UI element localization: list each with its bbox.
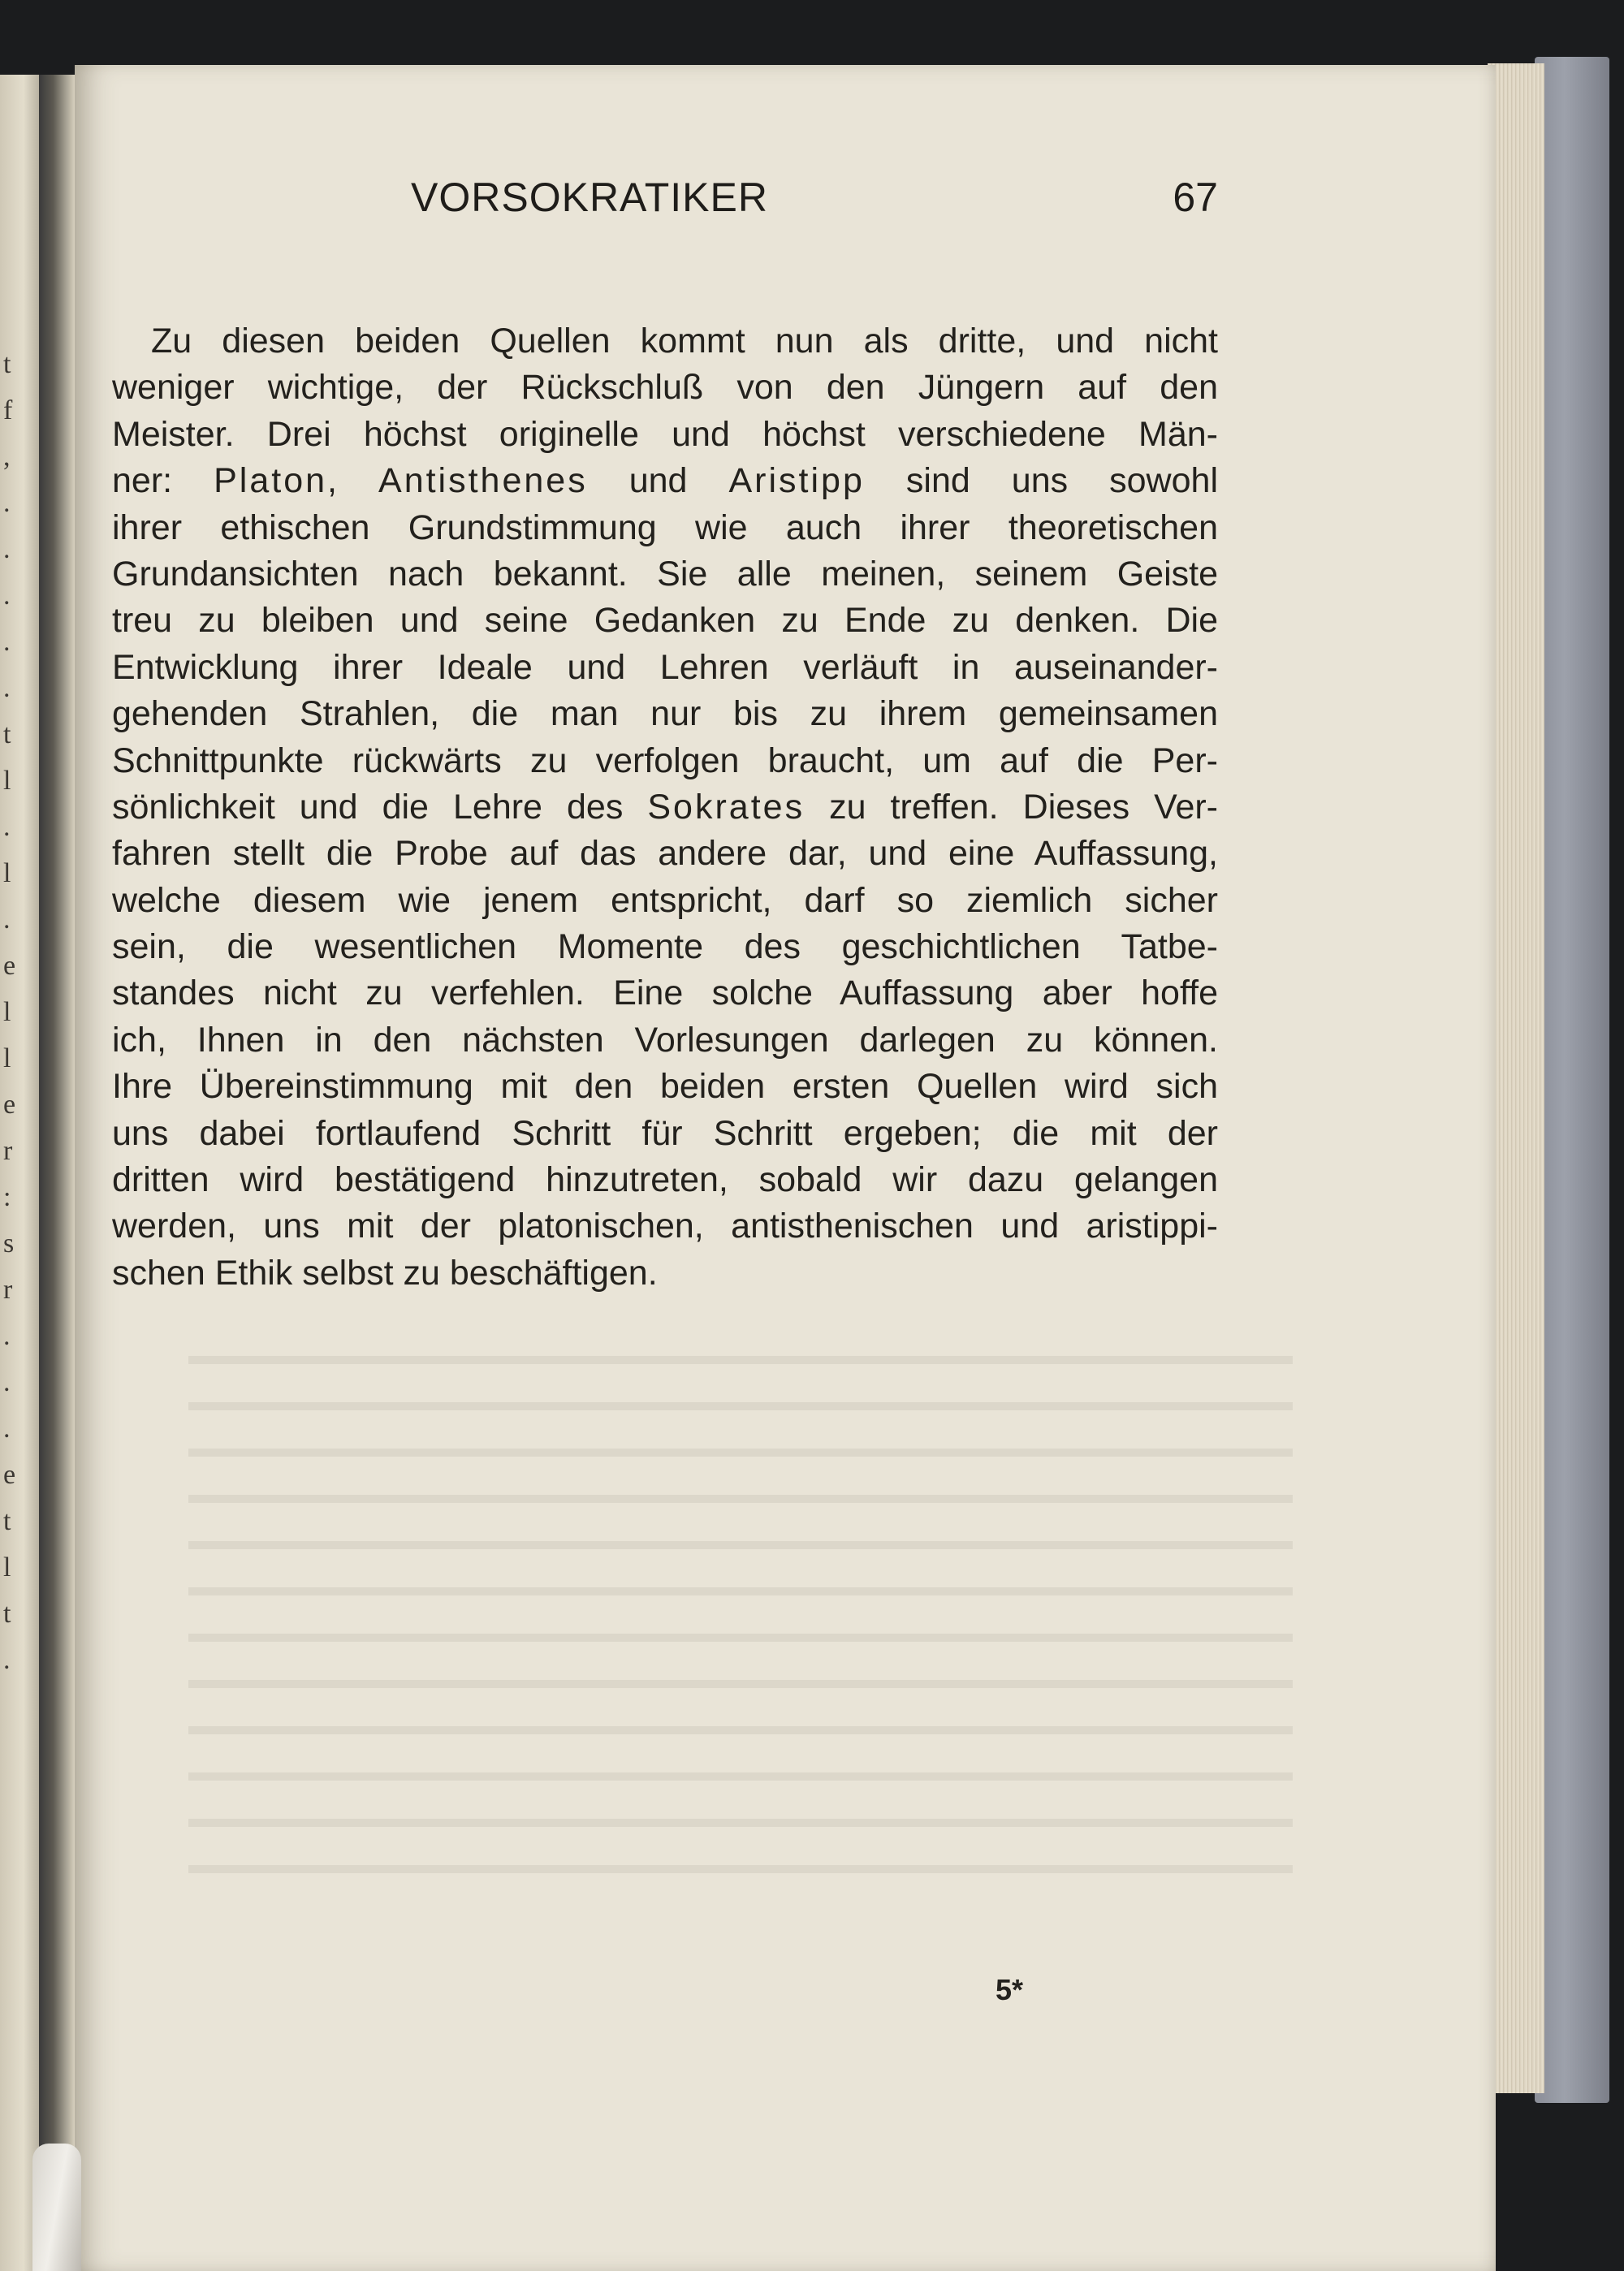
signature-mark: 5* [996, 1973, 1024, 2006]
text-segment: sönlichkeit und die Lehre des [112, 787, 648, 827]
text-line: Ihre Übereinstimmung mit den beiden ersten Quellen wird sich [112, 1067, 1218, 1107]
margin-glyph: . [3, 627, 11, 657]
gutter-shadow [39, 75, 75, 2271]
margin-glyph: e [3, 951, 16, 981]
spaced-name-aristipp: Aristipp [728, 461, 865, 501]
margin-glyph: : [3, 1182, 11, 1212]
previous-page-margin-text [3, 341, 24, 1683]
text-line: ihrer ethischen Grundstimmung wie auch ihrer theoretischen [112, 507, 1218, 547]
margin-glyph: t [3, 1599, 11, 1629]
text-line: weniger wichtige, der Rückschluß von den Jüngern auf den [112, 368, 1218, 408]
text-segment: sind uns sowohl [864, 461, 1218, 501]
text-segment: , [327, 461, 379, 501]
margin-glyph: r [3, 1275, 13, 1305]
margin-glyph: l [3, 766, 11, 796]
text-line: ich, Ihnen in den nächsten Vorlesungen darlegen zu können. [112, 1020, 1218, 1060]
text-line: Schnittpunkte rückwärts zu verfolgen braucht, um auf die Per- [112, 740, 1218, 780]
text-line: Entwicklung ihrer Ideale und Lehren verläuft in auseinander- [112, 647, 1218, 687]
margin-glyph: f [3, 395, 13, 425]
text-line: werden, uns mit der platonischen, antisthenischen und aristippi- [112, 1207, 1218, 1246]
margin-glyph: l [3, 997, 11, 1027]
body-paragraph [112, 318, 1218, 1297]
text-line: Grundansichten nach bekannt. Sie alle meinen, seinem Geiste [112, 554, 1218, 594]
margin-glyph: t [3, 349, 11, 379]
spaced-name-platon: Platon [214, 461, 328, 501]
text-line [112, 458, 1218, 504]
margin-glyph: . [3, 1414, 11, 1444]
page-fore-edge [1488, 63, 1544, 2093]
margin-glyph: . [3, 488, 11, 518]
margin-glyph: t [3, 1506, 11, 1536]
text-segment: ner: [112, 461, 214, 501]
text-line: uns dabei fortlaufend Schritt für Schritt ergeben; die mit der [112, 1113, 1218, 1153]
text-line: gehenden Strahlen, die man nur bis zu ihrem gemeinsamen [112, 694, 1218, 734]
text-line: dritten wird bestätigend hinzutreten, sobald wir dazu gelangen [112, 1160, 1218, 1200]
margin-glyph: l [3, 858, 11, 888]
bookmark-ribbon [32, 2144, 81, 2271]
margin-glyph: l [3, 1043, 11, 1073]
margin-glyph: . [3, 812, 11, 842]
margin-glyph: r [3, 1136, 13, 1166]
spaced-name-sokrates: Sokrates [647, 787, 806, 827]
margin-glyph: e [3, 1460, 16, 1490]
show-through-text [188, 1332, 1293, 1900]
margin-glyph: . [3, 905, 11, 935]
margin-glyph: e [3, 1090, 16, 1120]
text-line: treu zu bleiben und seine Gedanken zu Ende zu denken. Die [112, 601, 1218, 641]
margin-glyph: . [3, 534, 11, 564]
margin-glyph: l [3, 1552, 11, 1582]
running-title: VORSOKRATIKER [411, 175, 768, 220]
margin-glyph: . [3, 1321, 11, 1351]
text-line: standes nicht zu verfehlen. Eine solche Auffassung aber hoffe [112, 974, 1218, 1013]
margin-glyph: s [3, 1228, 15, 1259]
margin-glyph: . [3, 581, 11, 611]
text-segment: zu treffen. Dieses Ver- [805, 787, 1218, 827]
book-cover [1535, 57, 1609, 2103]
margin-glyph: . [3, 1645, 11, 1675]
text-line: schen Ethik selbst zu beschäftigen. [112, 1253, 658, 1293]
text-line: Zu diesen beiden Quellen kommt nun als dritte, und nicht [151, 322, 1218, 361]
text-line: sein, die wesentlichen Momente des geschichtlichen Tatbe- [112, 927, 1218, 967]
page-number: 67 [1173, 175, 1218, 220]
text-segment: und [587, 461, 729, 501]
margin-glyph: t [3, 719, 11, 749]
page-header [112, 174, 1218, 231]
text-line: welche diesem wie jenem entspricht, darf so ziemlich sicher [112, 880, 1218, 920]
text-line: Meister. Drei höchst originelle und höchst verschiedene Män- [112, 414, 1218, 454]
spaced-name-antisthenes: Antisthenes [378, 461, 588, 501]
margin-glyph: , [3, 442, 11, 472]
margin-glyph: . [3, 673, 11, 703]
margin-glyph: . [3, 1367, 11, 1397]
text-line [112, 784, 1218, 831]
text-line: fahren stellt die Probe auf das andere dar, und eine Auffassung, [112, 834, 1218, 874]
